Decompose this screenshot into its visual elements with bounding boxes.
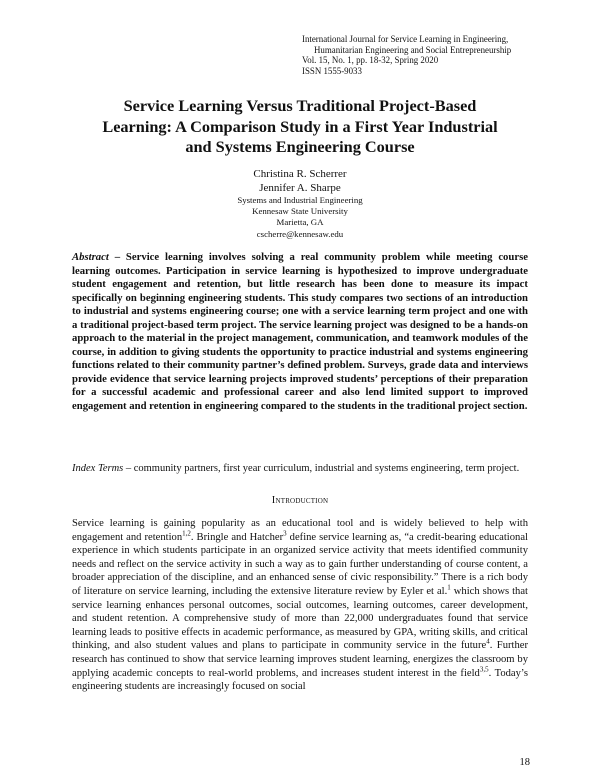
index-terms-text: – community partners, first year curriculum, industrial and systems engineering, term project. <box>123 463 520 474</box>
abstract-text: – Service learning involves solving a real community problem while meeting course learning outcomes. Participation in service learning is hypothesized to improve undergraduate student engagement and retention, but little research has been done to measure its impact specifically on beginning engineering students. This study compares two sections of an introduction to industrial and systems engineering course; one with a service learning term project and one with a traditional project-based term project. The service learning project was designed to be a hands-on approach to the material in the project management, communication, and teamwork modules of the course, in addition to giving students the opportunity to practice industrial and systems engineering functions related to their community partner’s defined problem. Surveys, grade data and interviews provide evidence that service learning projects improved students’ perceptions of their preparation for a successful academic and professional career and also lend limited support to improved engagement and retention in engineering compared to the students in the traditional project section. <box>72 251 528 412</box>
intro-text: Service learning is gaining popularity as an educational tool and is widely believed to help with engagement and retention <box>72 518 528 543</box>
index-terms-label: Index Terms <box>72 463 124 474</box>
paper-title <box>60 96 540 158</box>
journal-name-line2: Humanitarian Engineering and Social Entrepreneurship <box>314 44 512 55</box>
intro-text: . Bringle and Hatcher <box>190 531 284 543</box>
journal-name-line1: International Journal for Service Learning in Engineering, <box>302 34 509 44</box>
citation: 3 <box>283 529 287 538</box>
intro-text: . Further research has continued to show that service learning improves student learning, energizes the classroom by applying academic concepts to real-world problems, and increases student interest in the field <box>72 640 528 679</box>
intro-text: which shows that service learning enhances personal outcomes, social outcomes, learning outcomes, career development, and student retention. A comprehensive study of more than 22,000 undergraduates found that service learning leads to positive effects in academic performance, as measured by GPA, writing skills, and critical thinking, and also student values and plans to participate in community service in the future <box>72 585 528 652</box>
journal-info <box>302 34 562 76</box>
title-line: Learning: A Comparison Study in a First Year Industrial <box>102 116 498 136</box>
introduction-paragraph <box>72 517 528 694</box>
abstract <box>72 251 528 413</box>
journal-issn: ISSN 1555-9033 <box>302 65 362 76</box>
intro-text: define service learning as, “a credit-bearing educational experience in which students participate in an organized service activity that meets identified community needs and reflect on the service activity in such a way as to gain further understanding of course content, a broader appreciation of the discipline, and an enhanced sense of civic responsibility.” There is a rich body of literature on service learning, including the extensive literature review by Eyler et al. <box>72 531 528 597</box>
author-email[interactable]: cscherre@kennesaw.edu <box>256 228 344 239</box>
page-number: 18 <box>519 757 530 768</box>
intro-text: . Today’s engineering students are increasingly focused on social <box>72 667 528 693</box>
title-line: and Systems Engineering Course <box>185 137 415 156</box>
journal-volume: Vol. 15, No. 1, pp. 18-32, Spring 2020 <box>302 55 439 66</box>
author-block <box>150 168 450 240</box>
author-name: Christina R. Scherrer <box>253 168 347 180</box>
citation: 1,2 <box>182 529 191 538</box>
citation: 3,5 <box>479 665 489 673</box>
title-line: Service Learning Versus Traditional Project-Based <box>123 96 477 115</box>
author-department: Systems and Industrial Engineering <box>237 195 363 205</box>
citation: 4 <box>486 637 490 646</box>
citation: 1 <box>447 583 451 592</box>
abstract-label: Abstract <box>72 251 109 263</box>
author-location: Marietta, GA <box>276 217 324 228</box>
section-heading-introduction: Introduction <box>271 495 329 506</box>
author-name: Jennifer A. Sharpe <box>259 181 341 194</box>
author-university: Kennesaw State University <box>252 206 348 217</box>
index-terms <box>72 462 528 476</box>
